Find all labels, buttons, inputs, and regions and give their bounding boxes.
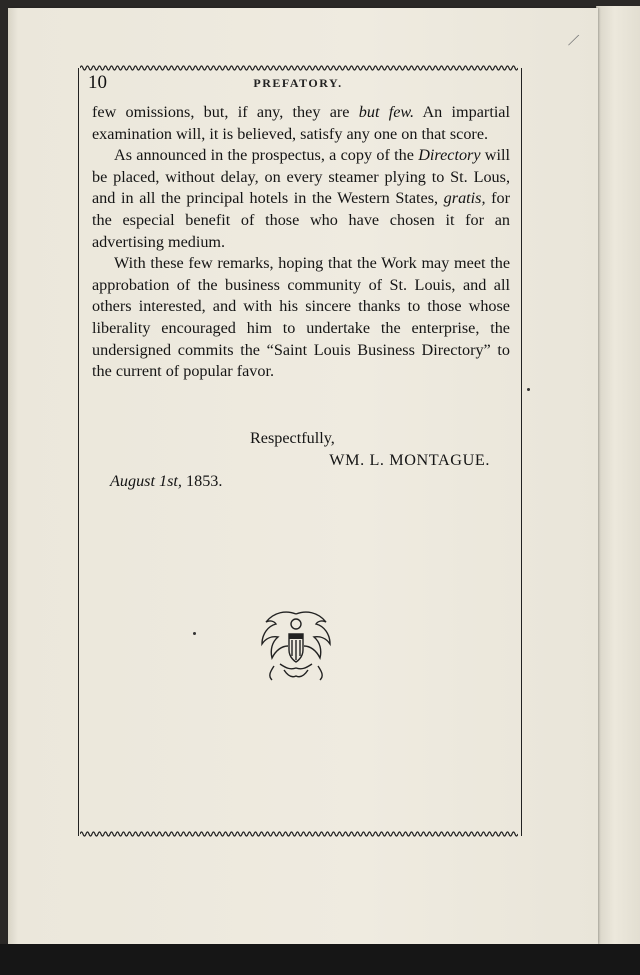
text-run: will be placed, without delay, on every steamer plying to St. Lous, and in all the principal hotels in the Western States, <box>92 146 510 208</box>
margin-pencil-mark: ⁄ <box>570 29 577 51</box>
italic-run: but few. <box>358 103 415 121</box>
ink-speck <box>527 388 530 391</box>
page-edges <box>596 6 640 946</box>
italic-run: gratis, <box>443 189 486 208</box>
text-run: for the especial benefit of those who have chosen it for an advertising medium. <box>92 189 511 251</box>
paragraph <box>92 102 510 145</box>
text-run: few omissions, but, if any, they are <box>92 103 359 121</box>
scan-background <box>0 944 640 975</box>
bottom-wavy-rule <box>80 830 518 838</box>
paragraph <box>92 145 510 253</box>
date-year: 1853. <box>186 472 223 491</box>
text-run: With these few remarks, hoping that the Work may meet the approbation of the business community of St. Louis, and all others interested, and with his sincere thanks to those whose liberality encouraged him to undertake the enterprise, the undersigned commits the “Saint Louis Business Directory” to the current of popular favor. <box>92 254 510 381</box>
closing-block <box>92 428 510 493</box>
paragraph <box>92 253 510 383</box>
date-month: August 1st, <box>110 472 182 491</box>
running-head: PREFATORY. <box>253 76 343 90</box>
body-text <box>92 102 510 383</box>
signature: WM. L. MONTAGUE. <box>329 450 490 469</box>
text-run: An impartial examination will, it is believed, satisfy any one on that score. <box>92 103 510 143</box>
dateline <box>92 471 510 493</box>
ink-speck <box>193 632 196 635</box>
text-run: As announced in the prospectus, a copy of the <box>114 146 419 165</box>
page-header <box>88 72 508 96</box>
top-wavy-rule <box>80 64 518 72</box>
salutation: Respectfully, <box>250 429 335 447</box>
eagle-shield-icon <box>256 606 336 684</box>
italic-run: Directory <box>418 146 481 165</box>
page-number: 10 <box>88 72 107 93</box>
